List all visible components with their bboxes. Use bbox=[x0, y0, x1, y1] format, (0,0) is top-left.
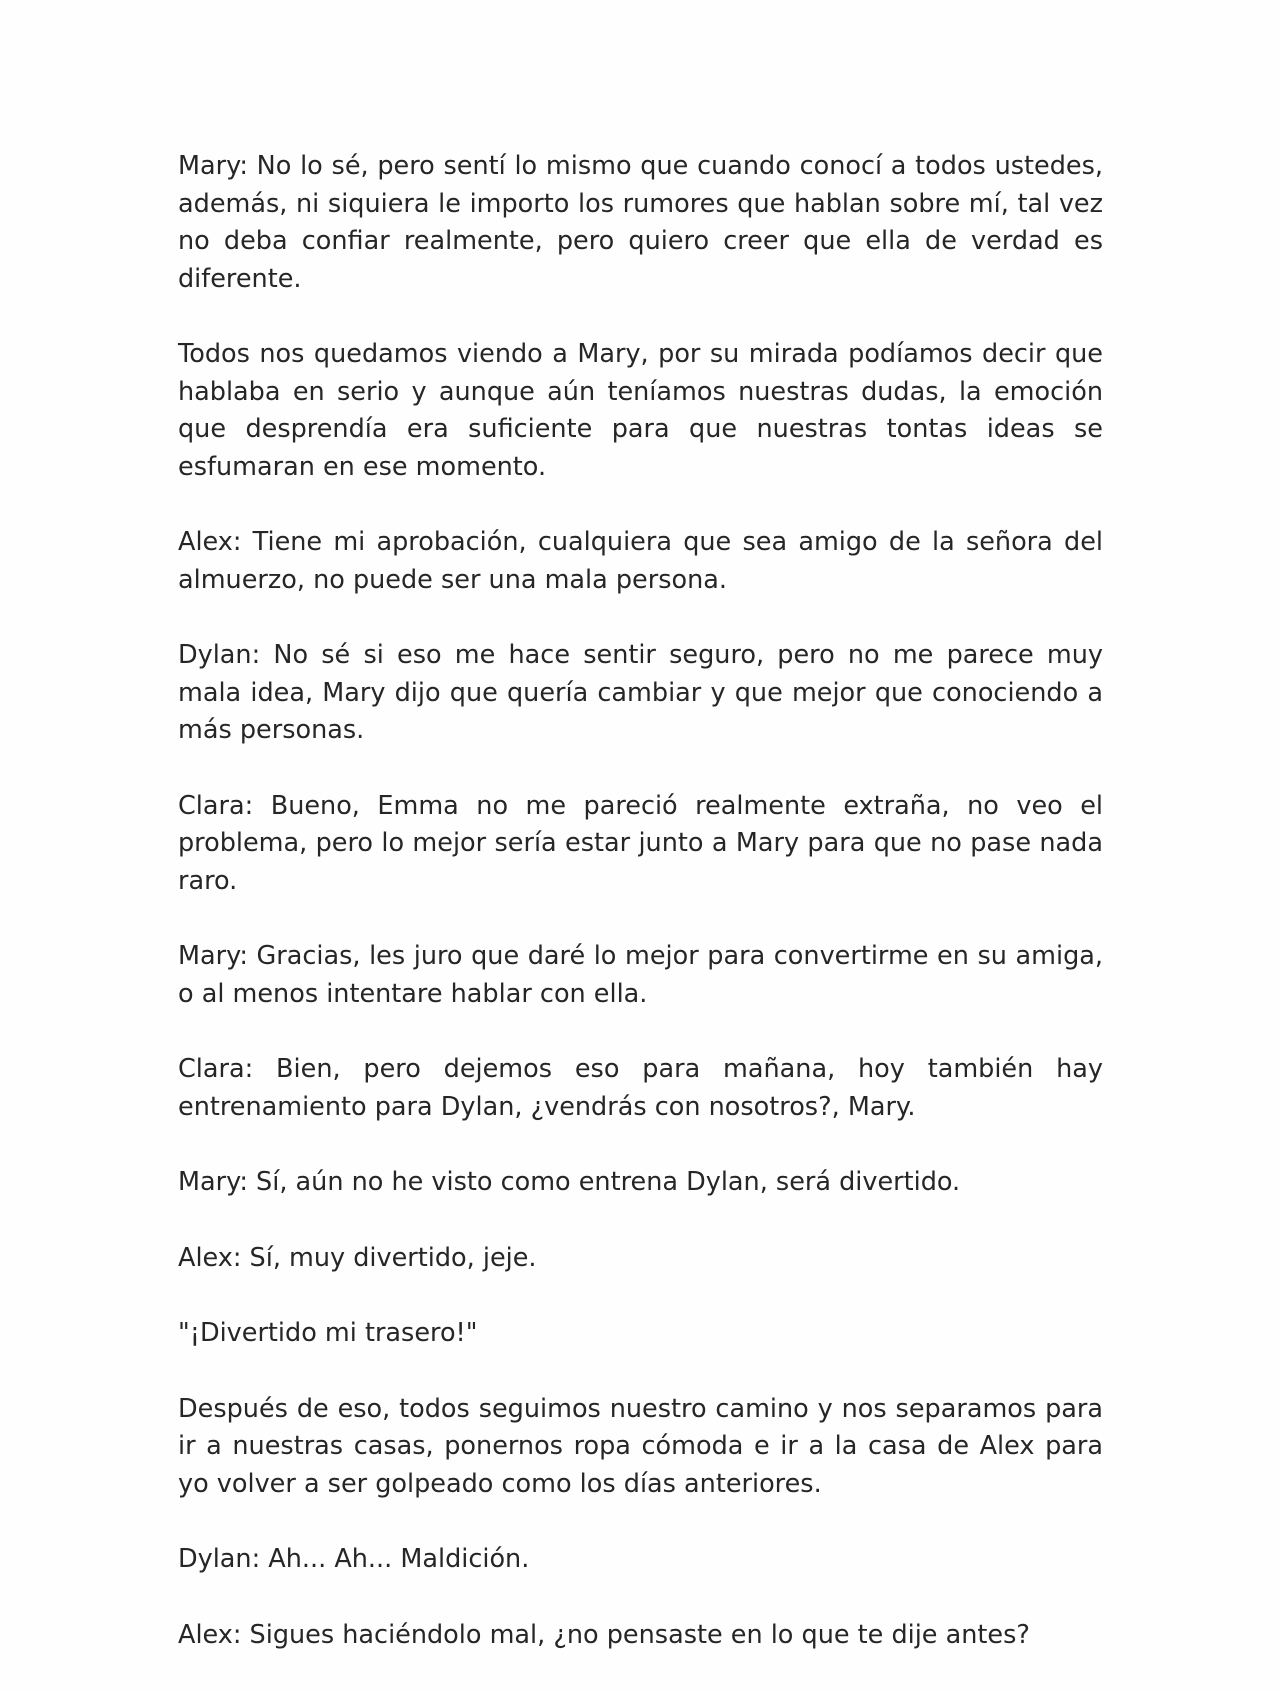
paragraph-narration-2: Después de eso, todos seguimos nuestro camino y nos separamos para ir a nuestras casas, ponernos ropa cómoda e ir a la casa de Alex para yo volver a ser golpeado como los días anteriores. bbox=[178, 1393, 1103, 1499]
document-page bbox=[178, 148, 1103, 1692]
paragraph-alex-3: Alex: Sigues haciéndolo mal, ¿no pensaste en lo que te dije antes? bbox=[178, 1619, 1030, 1650]
paragraph-thought: "¡Divertido mi trasero!" bbox=[178, 1318, 478, 1348]
paragraph-alex-1: Alex: Tiene mi aprobación, cualquiera que sea amigo de la señora del almuerzo, no puede ser una mala persona. bbox=[178, 527, 1103, 595]
paragraph-mary-3: Mary: Sí, aún no he visto como entrena Dylan, será divertido. bbox=[178, 1167, 961, 1197]
paragraph-dylan-1: Dylan: No sé si eso me hace sentir seguro, pero no me parece muy mala idea, Mary dijo que quería cambiar y que mejor que conociendo a más personas. bbox=[178, 640, 1103, 745]
paragraph-clara-2: Clara: Bien, pero dejemos eso para mañana, hoy también hay entrenamiento para Dylan, ¿vendrás con nosotros?, Mary. bbox=[178, 1054, 1103, 1122]
paragraph-mary-1: Mary: No lo sé, pero sentí lo mismo que cuando conocí a todos ustedes, además, ni siquiera le importo los rumores que hablan sobre mí, tal vez no deba confiar realmente, pero quiero creer que ella de verdad es diferente. bbox=[178, 151, 1103, 294]
paragraph-clara-1: Clara: Bueno, Emma no me pareció realmente extraña, no veo el problema, pero lo mejor sería estar junto a Mary para que no pase nada raro. bbox=[178, 790, 1103, 896]
paragraph-narration-1: Todos nos quedamos viendo a Mary, por su mirada podíamos decir que hablaba en serio y aunque aún teníamos nuestras dudas, la emoción que desprendía era suficiente para que nuestras tontas ideas se esfumaran en ese momento. bbox=[178, 339, 1103, 482]
paragraph-alex-2: Alex: Sí, muy divertido, jeje. bbox=[178, 1242, 537, 1273]
paragraph-dylan-2: Dylan: Ah... Ah... Maldición. bbox=[178, 1544, 530, 1574]
paragraph-mary-2: Mary: Gracias, les juro que daré lo mejor para convertirme en su amiga, o al menos intentare hablar con ella. bbox=[178, 941, 1103, 1009]
